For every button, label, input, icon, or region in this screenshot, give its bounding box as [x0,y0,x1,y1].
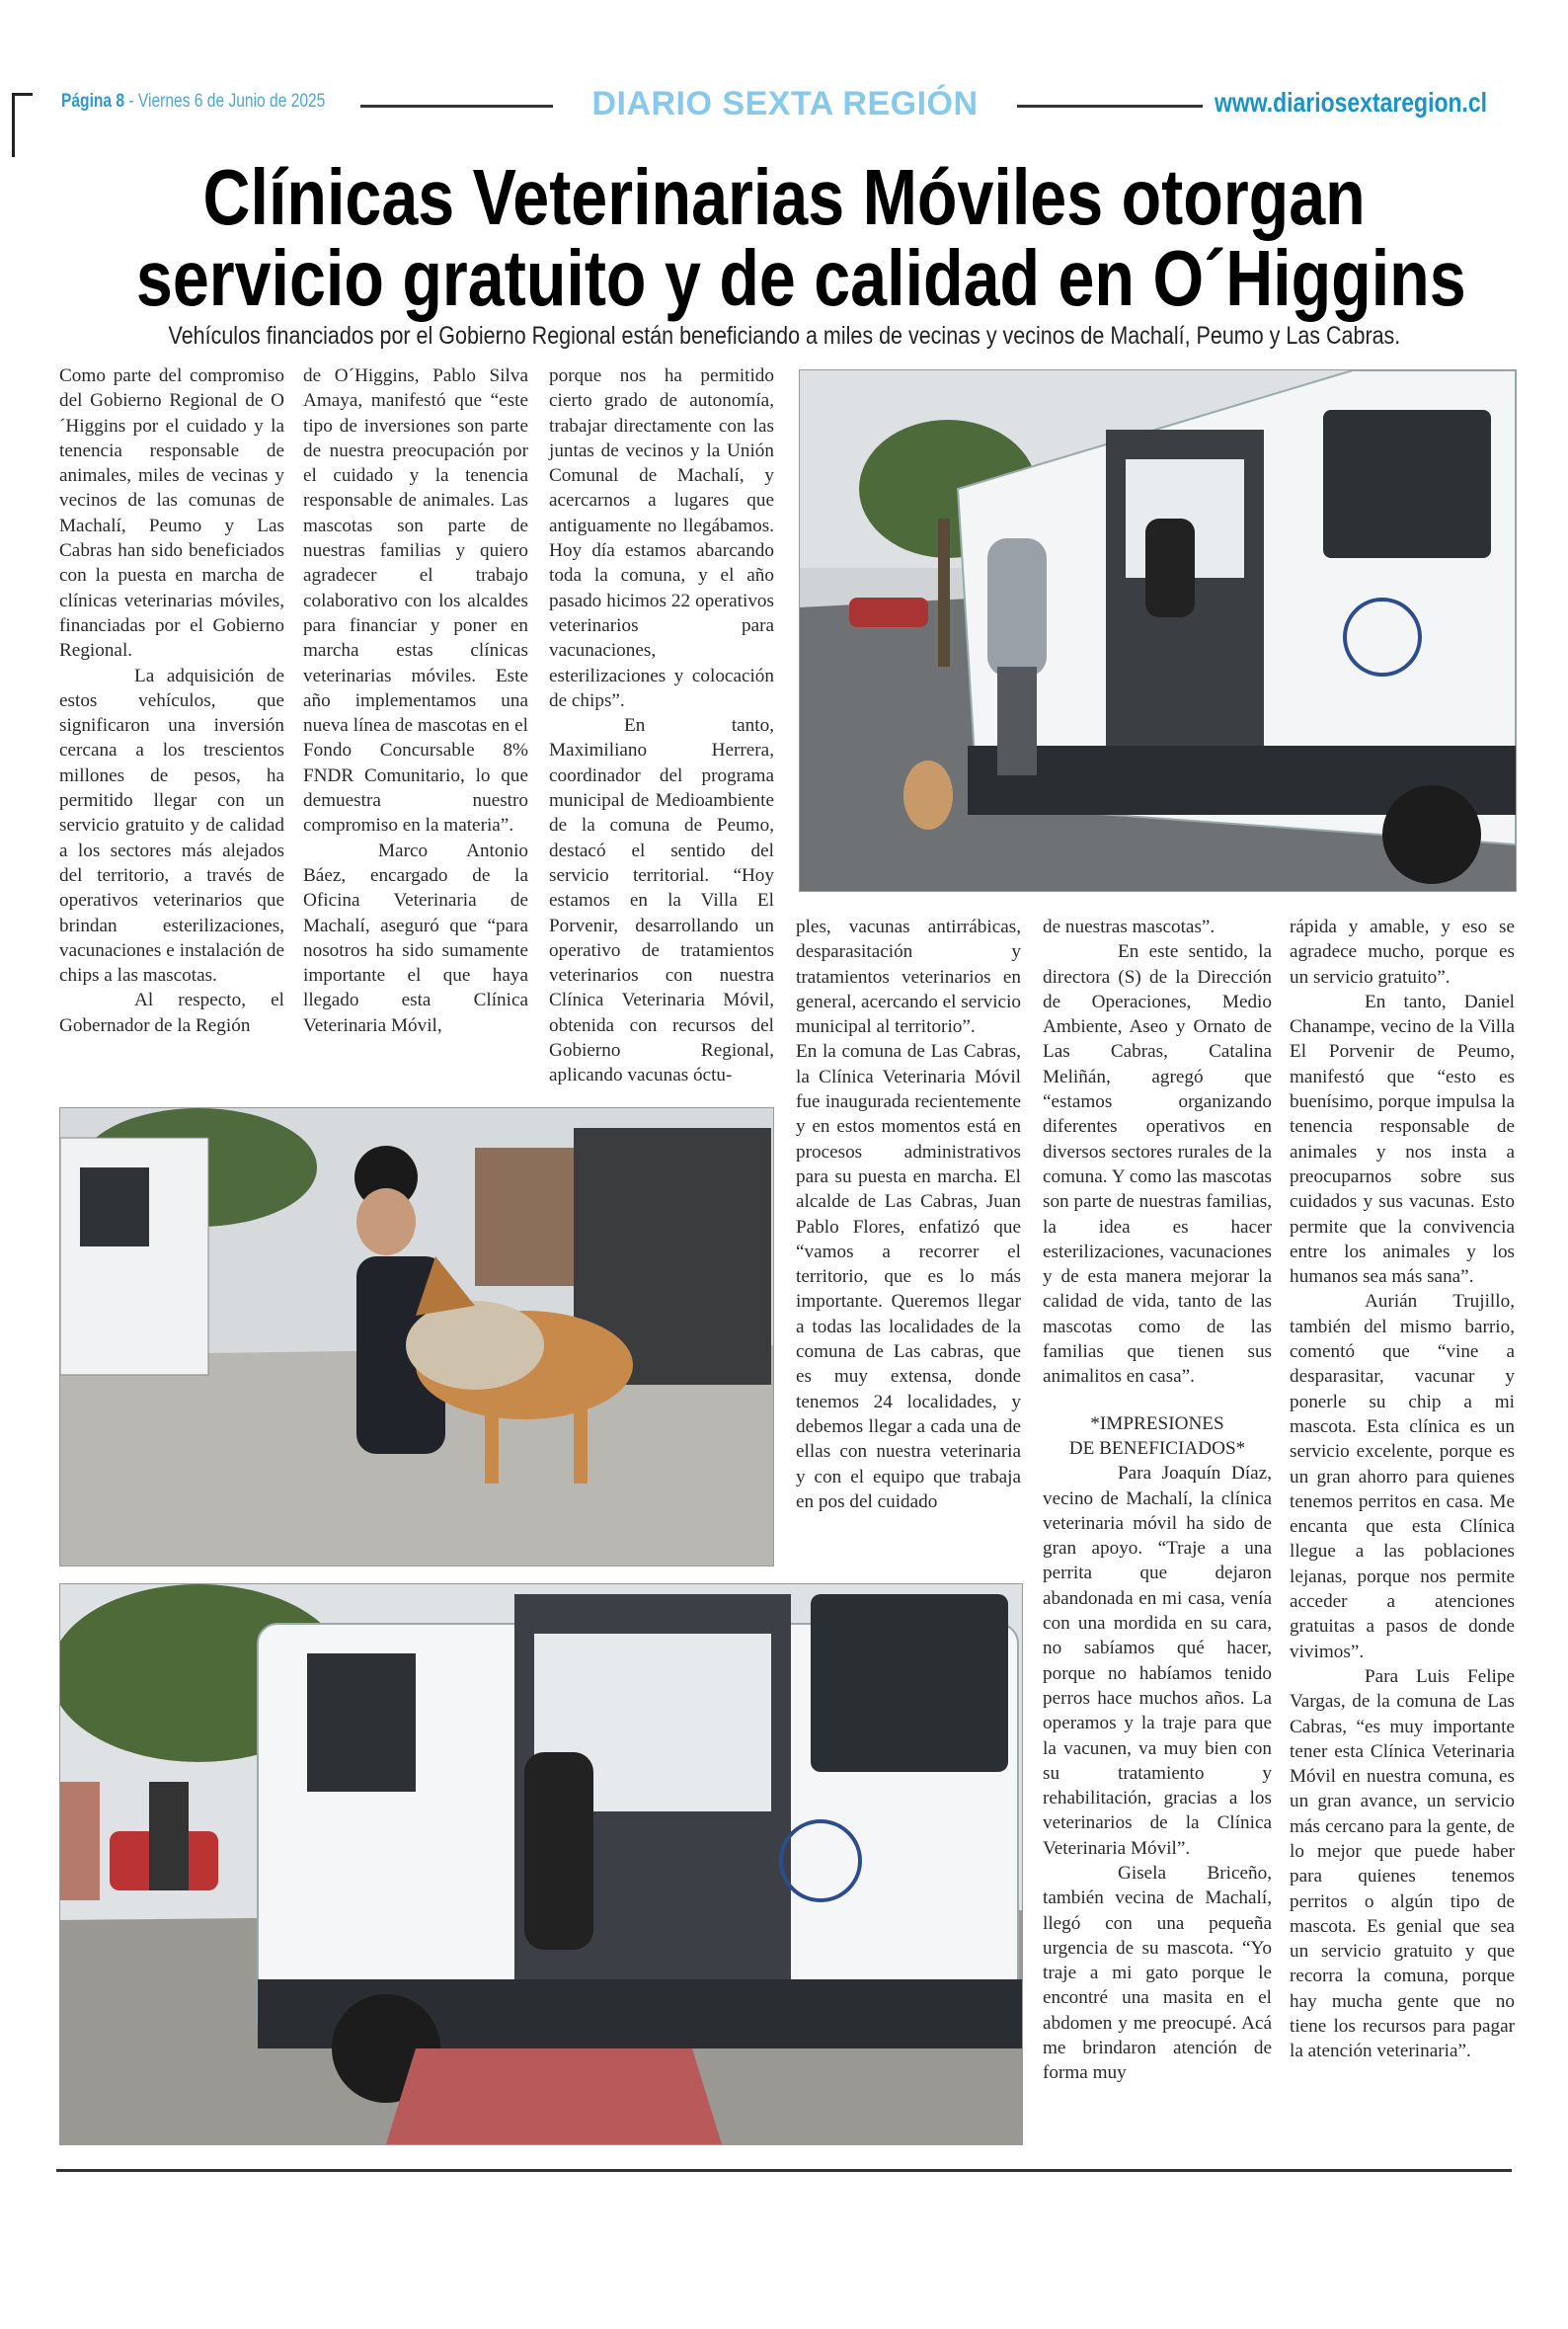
paragraph: de O´Higgins, Pablo Silva Amaya, manifestó que “este tipo de inversiones son parte de nuestra preocupación por el cuidado y la tenencia responsable de animales. Las mascotas son parte de nuestras familias y quiero agradecer el trabajo colaborativo con los alcaldes para financiar y poner en marcha estas clínicas veterinarias móviles. Este año implementamos una nueva línea de mascotas en el Fondo Concursable 8% FNDR Comunitario, lo que demuestra nuestro compromiso en la materia”. [303,365,528,837]
paragraph: Al respecto, el Gobernador de la Región [59,990,284,1036]
website-link[interactable]: www.diariosextaregion.cl [1215,87,1488,118]
paragraph: En tanto, Maximiliano Herrera, coordinador del programa municipal de Medioambiente de la comuna de Peumo, destacó el sentido del servicio territorial. “Hoy estamos en la Villa El Porvenir, desarrollando un operativo de tratamientos veterinarios con nuestra Clínica Veterinaria Móvil, obtenida con recursos del Gobierno Regional, aplicando vacunas óctu- [549,715,774,1086]
article-column-6 [1290,915,1515,2064]
paragraph: Para Joaquín Díaz, vecino de Machalí, la clínica veterinaria móvil ha sido de gran apoyo. “Traje a una perrita que dejaron abandonada en mi casa, venía con una mordida en su cara, no sabíamos qué hacer, porque no habíamos tenido perros hace muchos años. La operamos y la traje para que la vacunen, va muy bien con su tratamiento y rehabilitación, gracias a los veterinarios de la Clínica Veterinaria Móvil”. [1043,1463,1272,1859]
paragraph: En este sentido, la directora (S) de la Dirección de Operaciones, Medio Ambiente, Aseo y Ornato de Las Cabras, Catalina Meliñán, agregó que “estamos organizando diferentes operativos en diversos sectores rurales de la comuna. Y como las mascotas son parte de nuestras familias, la idea es hacer esterilizaciones, vacunaciones y de esta manera mejorar la calidad de vida, tanto de las mascotas como de las familias que tienen sus animalitos en casa”. [1043,941,1272,1388]
page-info [61,91,325,113]
paragraph: ples, vacunas antirrábicas, desparasitación y tratamientos veterinarios en general, acercando el servicio municipal al territorio”. [796,917,1021,1038]
headline-text-1: Clínicas Veterinarias Móviles otorgan [202,153,1366,241]
headline-text-2: servicio gratuito y de calidad en O´Higgins [135,234,1466,322]
subtitle-text: Vehículos financiados por el Gobierno Regional están beneficiando a miles de vecinas y vecinos de Machalí, Peumo y Las Cabras. [168,322,1400,350]
paragraph: Gisela Briceño, también vecina de Machalí, llegó con una pequeña urgencia de su mascota. “Yo traje a mi gato porque le encontré una masita en el abdomen y me preocupé. Acá me brindaron atención de forma muy [1043,1862,1272,2084]
headline-line-1 [0,153,1568,241]
photo-van-open-door [59,1583,1023,2145]
issue-date: - Viernes 6 de Junio de 2025 [124,91,326,112]
section-subhead [1043,1411,1272,1462]
photo-woman-with-dog [59,1107,774,1566]
paragraph: porque nos ha permitido cierto grado de autonomía, trabajar directamente con las juntas de vecinos y la Unión Comunal de Machalí, y acercarnos a lugares que antiguamente no llegábamos. Hoy día estamos abarcando toda la comuna, y el año pasado hicimos 22 operativos veterinarios para vacunaciones, esterilizaciones y colocación de chips”. [549,365,774,711]
article-column-5 [1043,915,1272,2086]
article-column-1 [59,363,284,1038]
photo-mobile-clinic-van-peumo [799,369,1517,892]
subhead-line-1: *IMPRESIONES [1090,1412,1224,1434]
paragraph: La adquisición de estos vehículos, que significaron una inversión cercana a los trescientos millones de pesos, ha permitido llegar con un servicio gratuito y de calidad a los sectores más alejados del territorio, a través de operativos veterinarios que brindan esterilizaciones, vacunaciones e instalación de chips a las mascotas. [59,665,284,987]
header-rule-right [1017,105,1203,108]
paragraph: En tanto, Daniel Chanampe, vecino de la Villa El Porvenir de Peumo, manifestó que “esto es buenísimo, porque impulsa la tenencia responsable de animales y nos insta a preocuparnos sobre sus cuidados y sus vacunas. Esto permite que la convivencia entre los animales y los humanos sea más sana”. [1290,991,1515,1288]
paragraph: de nuestras mascotas”. [1043,917,1215,937]
page-number: Página 8 [61,91,125,112]
bottom-rule [56,2169,1512,2172]
corner-mark [12,93,33,157]
paragraph: En la comuna de Las Cabras, la Clínica Veterinaria Móvil fue inaugurada recientemente y en estos momentos está en procesos administrativos para su puesta en marcha. El alcalde de Las Cabras, Juan Pablo Flores, enfatizó que “vamos a recorrer el territorio, que es lo más importante. Queremos llegar a todas las localidades de la comuna de Las cabras, que es muy extensa, donde tenemos 24 localidades, y debemos llegar a cada una de ellas con nuestra veterinaria y con el equipo que trabaja en pos del cuidado [796,1041,1021,1512]
article-column-3 [549,363,774,1088]
subtitle [0,322,1568,351]
article-column-4 [796,915,1021,1514]
subhead-line-2: DE BENEFICIADOS* [1068,1437,1246,1459]
header-rule-left [360,105,553,108]
paragraph: Aurián Trujillo, también del mismo barrio, comentó que “vine a desparasitar, vacunar y ponerle su chip a mi mascota. Esta clínica es un servicio excelente, porque es un gran ahorro para quienes tenemos perritos en casa. Me encanta que esta Clínica llegue a las poblaciones lejanas, porque nos permite acceder a atenciones gratuitas a pasos de donde vivimos”. [1290,1291,1515,1662]
masthead: DIARIO SEXTA REGIÓN [591,85,979,122]
paragraph: Para Luis Felipe Vargas, de la comuna de Las Cabras, “es muy importante tener esta Clínica Veterinaria Móvil en nuestra comuna, es un gran avance, un servicio más cercano para la gente, de lo mejor que puede haber para quienes tenemos perritos o algún tipo de mascota. Es genial que sea un servicio gratuito y que recorra la comuna, porque hay mucha gente que no tiene los recursos para pagar la atención veterinaria”. [1290,1665,1515,2062]
paragraph: Como parte del compromiso del Gobierno Regional de O´Higgins por el cuidado y la tenencia responsable de animales, miles de vecinas y vecinos de las comunas de Machalí, Peumo y Las Cabras han sido beneficiados con la puesta en marcha de clínicas veterinarias móviles, financiadas por el Gobierno Regional. [59,365,284,662]
headline-line-2 [0,234,1568,322]
article-column-2 [303,363,528,1038]
paragraph: Marco Antonio Báez, encargado de la Oficina Veterinaria de Machalí, aseguró que “para nosotros ha sido sumamente importante el que haya llegado esta Clínica Veterinaria Móvil, [303,840,528,1036]
paragraph: rápida y amable, y eso se agradece mucho, porque es un servicio gratuito”. [1290,917,1515,988]
